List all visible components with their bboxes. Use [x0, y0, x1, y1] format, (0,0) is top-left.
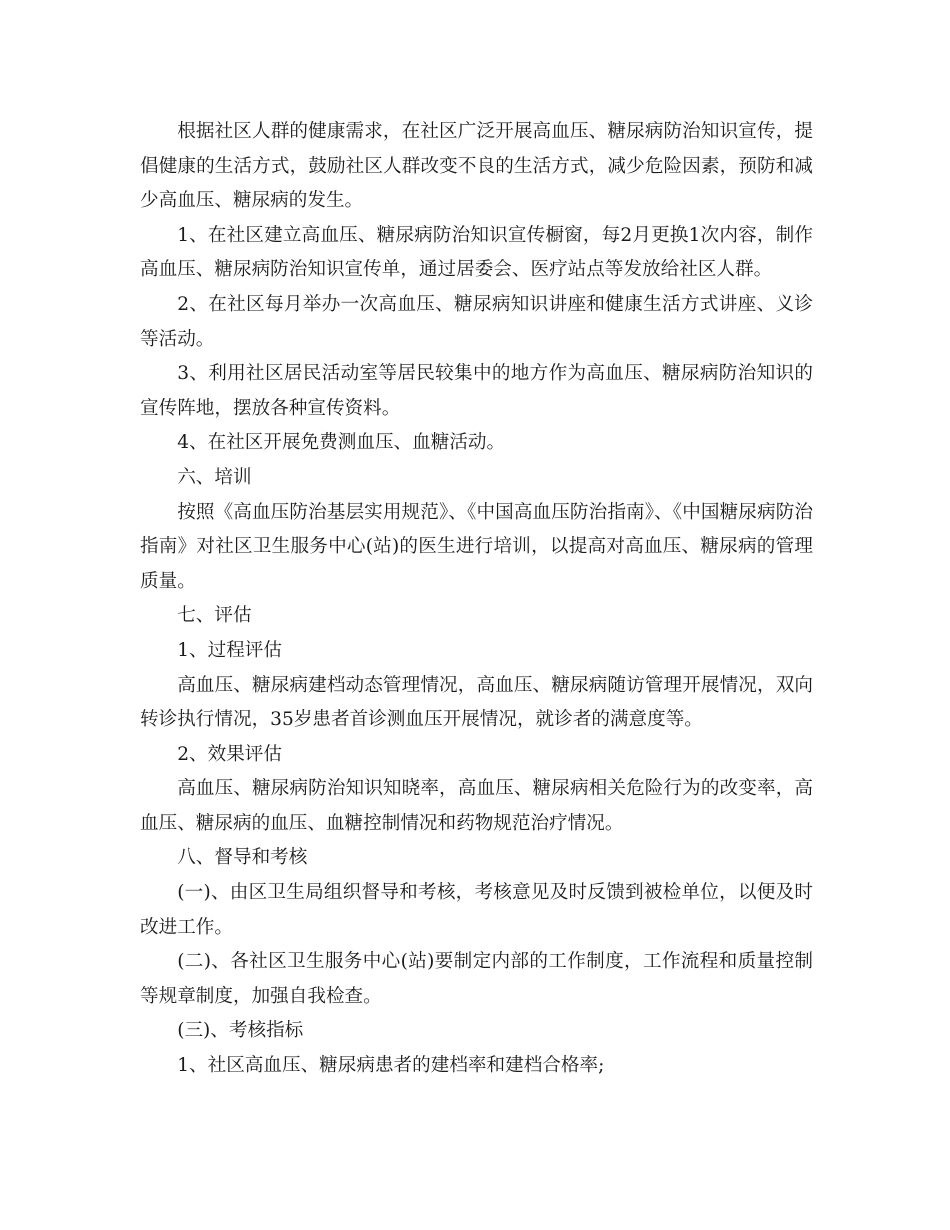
document-body — [140, 115, 813, 1084]
heading-training: 六、培训 — [177, 466, 252, 488]
paragraph-supervision-2: (二)、各社区卫生服务中心(站)要制定内部的工作制度，工作流程和质量控制等规章制度，加强自我检查。 — [140, 951, 813, 1007]
heading-evaluation: 七、评估 — [177, 605, 252, 627]
heading-supervision: 八、督导和考核 — [177, 847, 308, 869]
subheading-process-evaluation: 1、过程评估 — [177, 639, 282, 661]
paragraph-effect-evaluation: 高血压、糖尿病防治知识知晓率，高血压、糖尿病相关危险行为的改变率，高血压、糖尿病的血压、血糖控制情况和药物规范治疗情况。 — [140, 778, 813, 834]
paragraph-item-2-lectures: 2、在社区每月举办一次高血压、糖尿病知识讲座和健康生活方式讲座、义诊等活动。 — [140, 293, 813, 350]
paragraph-item-1-window: 1、在社区建立高血压、糖尿病防治知识宣传橱窗，每2月更换1次内容，制作高血压、糖尿病防治知识宣传单，通过居委会、医疗站点等发放给社区人群。 — [140, 224, 813, 281]
subheading-indicators: (三)、考核指标 — [177, 1020, 304, 1042]
paragraph-supervision-1: (一)、由区卫生局组织督导和考核，考核意见及时反馈到被检单位，以便及时改进工作。 — [140, 882, 813, 938]
subheading-effect-evaluation: 2、效果评估 — [177, 743, 282, 765]
paragraph-indicator-1: 1、社区高血压、糖尿病患者的建档率和建档合格率; — [177, 1055, 605, 1077]
paragraph-health-promotion: 根据社区人群的健康需求，在社区广泛开展高血压、糖尿病防治知识宣传，提倡健康的生活方式，鼓励社区人群改变不良的生活方式，减少危险因素，预防和减少高血压、糖尿病的发生。 — [140, 121, 813, 212]
paragraph-process-evaluation: 高血压、糖尿病建档动态管理情况，高血压、糖尿病随访管理开展情况，双向转诊执行情况，35岁患者首诊测血压开展情况，就诊者的满意度等。 — [140, 674, 813, 731]
paragraph-item-3-venue: 3、利用社区居民活动室等居民较集中的地方作为高血压、糖尿病防治知识的宣传阵地，摆放各种宣传资料。 — [140, 363, 813, 419]
paragraph-item-4-free-test: 4、在社区开展免费测血压、血糖活动。 — [177, 432, 506, 454]
paragraph-training: 按照《高血压防治基层实用规范》、《中国高血压防治指南》、《中国糖尿病防治指南》对社区卫生服务中心(站)的医生进行培训，以提高对高血压、糖尿病的管理质量。 — [140, 501, 813, 592]
